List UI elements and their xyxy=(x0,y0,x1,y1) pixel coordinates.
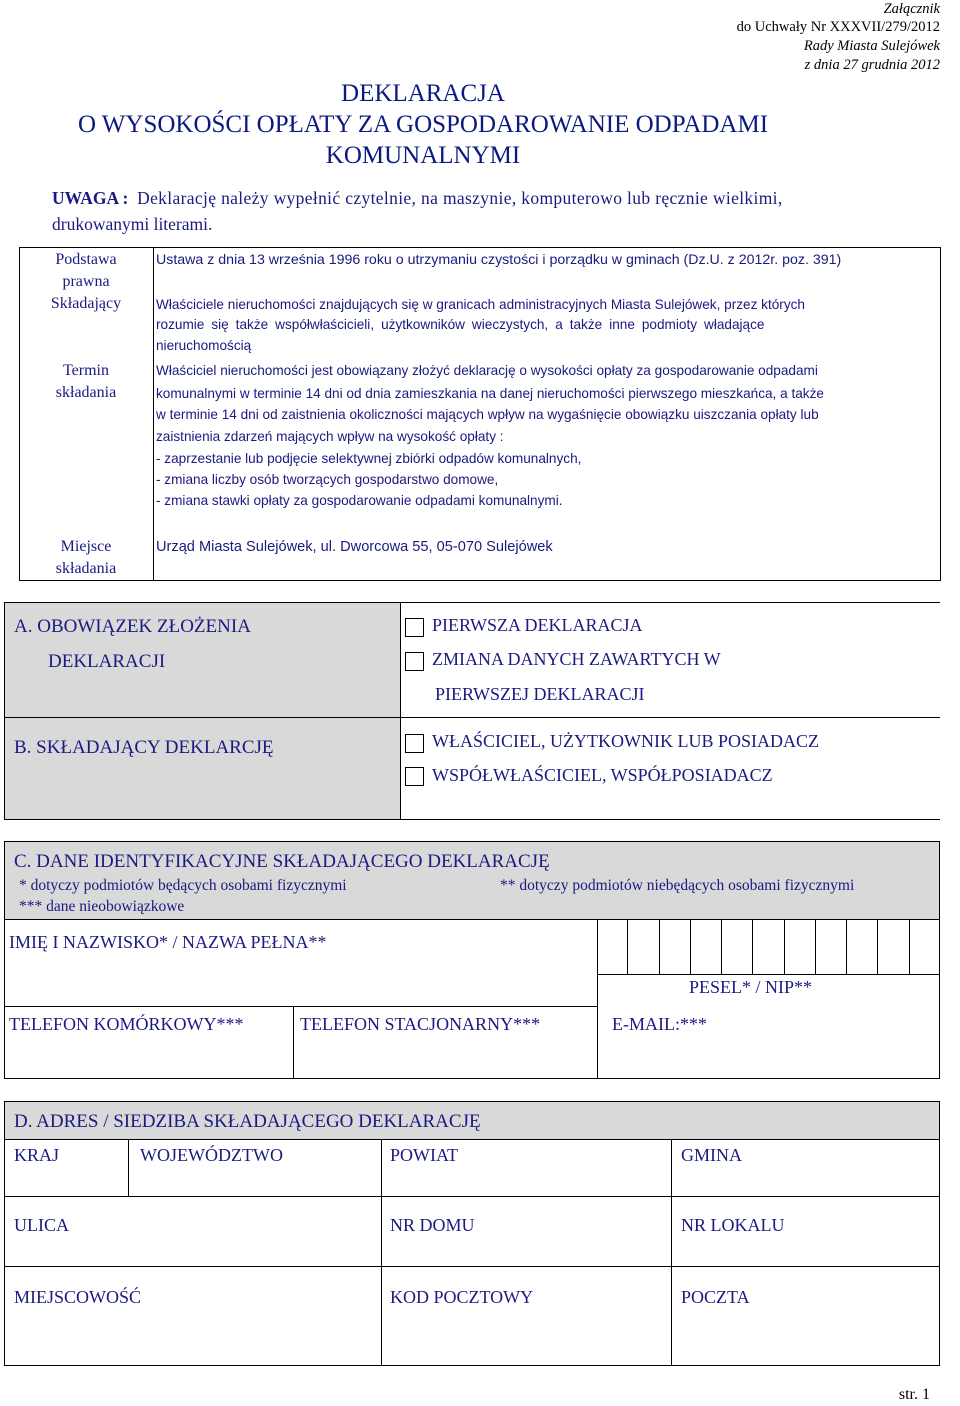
submitter-text-line3: nieruchomością xyxy=(156,338,252,353)
deadline-bullet-3: - zmiana stawki opłaty za gospodarowanie odpadami komunalnymi. xyxy=(156,493,563,508)
deadline-label: Termin składania xyxy=(55,362,117,401)
resolution-number: do Uchwały Nr XXXVII/279/2012 xyxy=(736,19,940,35)
page-title: DEKLARACJA xyxy=(341,80,505,107)
notice xyxy=(52,188,783,209)
first-declaration-label: PIERWSZA DEKLARACJA xyxy=(432,615,643,635)
deadline-text-line3: w terminie 14 dni od zaistnienia okoliczności mających wpływ na wygaśnięcie obowiązku uiszczania opłaty lub xyxy=(156,407,819,422)
page-number: str. 1 xyxy=(898,1386,930,1403)
section-d-header-line xyxy=(4,1139,940,1140)
col-divider-2 xyxy=(381,1139,382,1366)
co-owner-label: WSPÓŁWŁAŚCICIEL, WSPÓŁPOSIADACZ xyxy=(432,765,773,785)
change-data-label: ZMIANA DANYCH ZAWARTYCH W xyxy=(432,649,721,669)
house-number-label: NR DOMU xyxy=(390,1215,475,1235)
row-divider-1 xyxy=(4,1196,940,1197)
first-declaration-checkbox[interactable] xyxy=(405,618,424,637)
voivodeship-label: WOJEWÓDZTWO xyxy=(140,1145,283,1165)
pesel-digit-box[interactable] xyxy=(910,920,940,974)
post-office-label: POCZTA xyxy=(681,1287,750,1307)
pesel-label: PESEL* / NIP** xyxy=(689,977,813,997)
col-divider-3 xyxy=(671,1139,672,1366)
email-input[interactable] xyxy=(602,1040,936,1076)
co-owner-checkbox[interactable] xyxy=(405,767,424,786)
pesel-digit-box[interactable] xyxy=(816,920,847,974)
notice-text: Deklarację należy wypełnić czytelnie, na maszynie, komputerowo lub ręcznie wielkimi, xyxy=(137,188,783,208)
legal-basis-text: Ustawa z dnia 13 września 1996 roku o utrzymaniu czystości i porządku w gminach (Dz.U. z 2012r. poz. 391) xyxy=(156,252,842,268)
note-optional: *** dane nieobowiązkowe xyxy=(19,898,185,915)
mobile-label: TELEFON KOMÓRKOWY*** xyxy=(9,1014,244,1034)
phone-label: TELEFON STACJONARNY*** xyxy=(300,1014,541,1034)
notice-text-line2: drukowanymi literami. xyxy=(52,214,213,234)
name-label: IMIĘ I NAZWISKO* / NAZWA PEŁNA** xyxy=(9,932,327,952)
page-title-line3: KOMUNALNYMI xyxy=(325,142,521,169)
section-c-title: C. DANE IDENTYFIKACYJNE SKŁADAJĄCEGO DEKLARACJĘ xyxy=(14,851,550,872)
owner-checkbox[interactable] xyxy=(405,734,424,753)
place-label: Miejsce składania xyxy=(55,538,117,577)
submitter-text-line2: rozumie się także współwłaścicieli, użytkowników wieczystych, a także inne podmioty władające xyxy=(156,317,765,332)
legal-basis-label: Podstawa prawna xyxy=(55,251,117,290)
change-data-checkbox[interactable] xyxy=(405,652,424,671)
council-name: Rady Miasta Sulejówek xyxy=(803,38,940,54)
postal-code-label: KOD POCZTOWY xyxy=(390,1287,534,1307)
name-bottom-border xyxy=(4,1006,597,1007)
change-data-label-line2: PIERWSZEJ DEKLARACJI xyxy=(435,684,645,704)
deadline-text-line2: komunalnymi w terminie 14 dni od dnia zamieszkania na danej nieruchomości pierwszego mieszkańca, a także xyxy=(156,386,824,401)
pesel-digit-box[interactable] xyxy=(753,920,784,974)
mobile-input[interactable] xyxy=(10,1040,290,1076)
owner-label: WŁAŚCICIEL, UŻYTKOWNIK LUB POSIADACZ xyxy=(432,731,819,751)
note-natural-persons: * dotyczy podmiotów będących osobami fizycznymi xyxy=(19,877,347,894)
section-d-title: D. ADRES / SIEDZIBA SKŁADAJĄCEGO DEKLARACJĘ xyxy=(14,1111,481,1132)
info-divider xyxy=(153,247,154,581)
pesel-digit-box[interactable] xyxy=(628,920,659,974)
section-a-title-line2: DEKLARACJI xyxy=(48,651,166,672)
name-input[interactable] xyxy=(10,960,596,1004)
commune-label: GMINA xyxy=(681,1145,742,1165)
deadline-text: Właściciel nieruchomości jest obowiązany złożyć deklarację o wysokości opłaty za gospodarowanie odpadami xyxy=(156,363,818,378)
pesel-digit-box[interactable] xyxy=(691,920,722,974)
deadline-text-line4: zaistnienia zdarzeń mających wpływ na wysokość opłaty : xyxy=(156,429,504,444)
pesel-digit-box[interactable] xyxy=(878,920,909,974)
country-label: KRAJ xyxy=(14,1145,60,1165)
page-title-line2: O WYSOKOŚCI OPŁATY ZA GOSPODAROWANIE ODPADAMI xyxy=(77,111,769,138)
pesel-digit-box[interactable] xyxy=(660,920,691,974)
row-divider-2 xyxy=(4,1266,940,1267)
pesel-digit-box[interactable] xyxy=(785,920,816,974)
submitter-text: Właściciele nieruchomości znajdujących się w granicach administracyjnych Miasta Sulejówek, przez których xyxy=(156,297,805,312)
pesel-digit-box[interactable] xyxy=(847,920,878,974)
deadline-bullet-2: - zmiana liczby osób tworzących gospodarstwo domowe, xyxy=(156,472,499,487)
col-divider-1 xyxy=(128,1139,129,1196)
note-legal-entities: ** dotyczy podmiotów niebędących osobami fizycznymi xyxy=(500,877,855,894)
place-text: Urząd Miasta Sulejówek, ul. Dworcowa 55, 05-070 Sulejówek xyxy=(156,539,553,555)
section-a-title: A. OBOWIĄZEK ZŁOŻENIA xyxy=(14,616,251,637)
resolution-date: z dnia 27 grudnia 2012 xyxy=(804,57,940,73)
town-label: MIEJSCOWOŚĆ xyxy=(14,1287,142,1307)
phone-input[interactable] xyxy=(298,1040,594,1076)
submitter-label: Składający xyxy=(50,295,122,312)
annex-label: Załącznik xyxy=(883,1,940,17)
deadline-bullet-1: - zaprzestanie lub podjęcie selektywnej zbiórki odpadów komunalnych, xyxy=(156,451,582,466)
phone-divider xyxy=(293,1006,294,1079)
pesel-digit-box[interactable] xyxy=(722,920,753,974)
street-label: ULICA xyxy=(14,1215,69,1235)
email-label: E-MAIL:*** xyxy=(612,1014,707,1034)
section-b-title: B. SKŁADAJĄCY DEKLARCJĘ xyxy=(14,737,274,758)
notice-label: UWAGA : xyxy=(52,188,129,208)
pesel-digit-box[interactable] xyxy=(597,920,628,974)
county-label: POWIAT xyxy=(390,1145,458,1165)
pesel-boxes[interactable] xyxy=(597,920,940,974)
pesel-bottom-border xyxy=(597,974,940,975)
flat-number-label: NR LOKALU xyxy=(681,1215,785,1235)
